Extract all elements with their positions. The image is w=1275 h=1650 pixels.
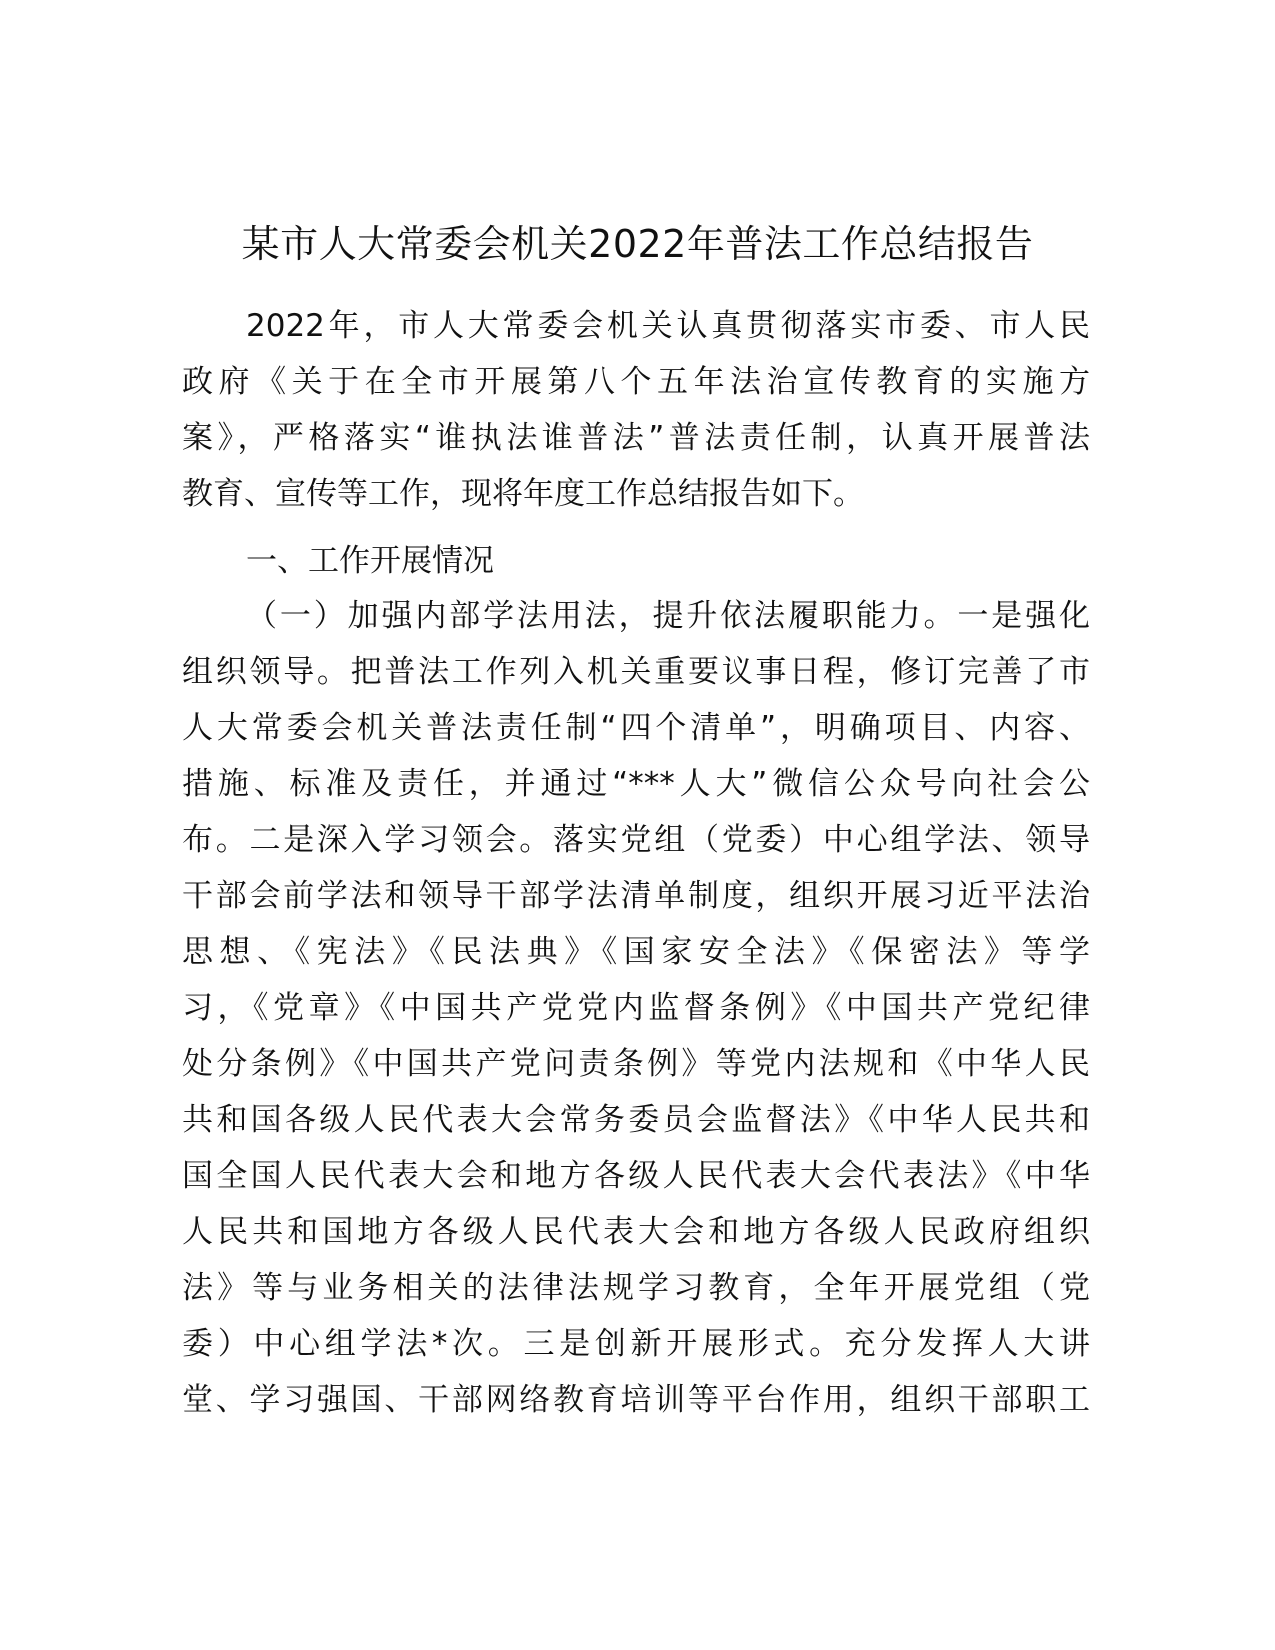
section-paragraph	[182, 588, 1090, 1428]
paragraph-line: 堂、学习强国、干部网络教育培训等平台作用，组织干部职工	[182, 1382, 1090, 1418]
paragraph-line: 委）中心组学法*次。三是创新开展形式。充分发挥人大讲	[182, 1326, 1090, 1362]
paragraph-line: 人大常委会机关普法责任制“四个清单”，明确项目、内容、	[182, 710, 1090, 746]
paragraph-line: 共和国各级人民代表大会常务委员会监督法》《中华人民共和	[182, 1102, 1090, 1138]
paragraph-line: 处分条例》《中国共产党问责条例》等党内法规和《中华人民	[182, 1046, 1090, 1082]
paragraph-line: 思想、《宪法》《民法典》《国家安全法》《保密法》等学	[182, 934, 1090, 970]
paragraph-line: 2022年，市人大常委会机关认真贯彻落实市委、市人民	[246, 308, 1090, 344]
paragraph-line: 措施、标准及责任，并通过“***人大”微信公众号向社会公	[182, 766, 1090, 802]
paragraph-line: 干部会前学法和领导干部学法清单制度，组织开展习近平法治	[182, 878, 1090, 914]
intro-paragraph	[182, 298, 1090, 522]
section-heading-block	[182, 533, 1090, 589]
paragraph-line: 习，《党章》《中国共产党党内监督条例》《中国共产党纪律	[182, 990, 1090, 1026]
paragraph-line: 政府《关于在全市开展第八个五年法治宣传教育的实施方	[182, 364, 1090, 400]
document-title: 某市人大常委会机关2022年普法工作总结报告	[241, 222, 1034, 266]
paragraph-line: 组织领导。把普法工作列入机关重要议事日程，修订完善了市	[182, 654, 1090, 690]
paragraph-line: 法》等与业务相关的法律法规学习教育，全年开展党组（党	[182, 1270, 1090, 1306]
paragraph-line: 人民共和国地方各级人民代表大会和地方各级人民政府组织	[182, 1214, 1090, 1250]
paragraph-line: （一）加强内部学法用法，提升依法履职能力。一是强化	[246, 598, 1090, 634]
paragraph-line: 案》，严格落实“谁执法谁普法”普法责任制，认真开展普法	[182, 420, 1090, 456]
section-heading: 一、工作开展情况	[246, 543, 494, 579]
paragraph-line: 教育、宣传等工作，现将年度工作总结报告如下。	[182, 476, 864, 512]
paragraph-line: 国全国人民代表大会和地方各级人民代表大会代表法》《中华	[182, 1158, 1090, 1194]
paragraph-line: 布。二是深入学习领会。落实党组（党委）中心组学法、领导	[182, 822, 1090, 858]
